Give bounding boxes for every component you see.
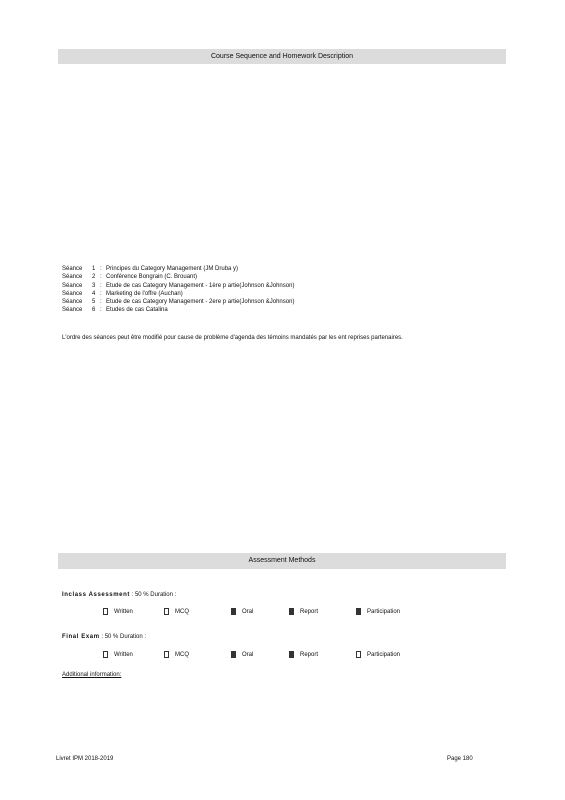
checkbox-icon[interactable] [164,608,169,615]
final-exam-label: Final Exam [62,634,100,640]
session-row [62,265,294,273]
session-number: 6 [92,307,96,314]
option-oral[interactable] [231,651,253,658]
session-row [62,290,294,298]
checkbox-icon[interactable] [356,651,361,658]
session-title: Etude de cas Category Management - 2ere p artie(Johnson &Johnson) [106,299,295,306]
inclass-assessment-label: Inclass Assessment [62,592,130,598]
session-row [62,282,294,290]
footer-booklet-title: Livret IPM 2018-2019 [56,756,114,762]
session-colon: : [100,266,102,272]
option-label: Participation [367,651,401,658]
option-report[interactable] [289,608,318,615]
checkbox-icon[interactable] [231,608,236,615]
inclass-assessment-heading [62,592,176,598]
option-participation[interactable] [356,608,400,615]
option-oral[interactable] [231,608,253,615]
option-label: Report [300,651,319,658]
final-options [0,651,565,661]
option-label: Report [300,608,319,615]
session-colon: : [100,282,102,289]
option-label: Participation [367,608,401,615]
option-label: Written [114,608,133,615]
option-participation[interactable] [356,651,400,658]
checkbox-icon[interactable] [164,651,169,658]
checkbox-icon[interactable] [231,651,236,658]
option-label: MCQ [175,651,189,658]
session-row [62,298,294,306]
option-mcq[interactable] [164,608,189,615]
session-number: 3 [92,282,96,289]
session-label: Séance [62,290,83,297]
session-number: 2 [92,274,96,281]
session-colon: : [100,274,102,281]
session-label: Séance [62,274,83,281]
session-title: Etude de cas Category Management - 1ère p artie(Johnson &Johnson) [106,282,295,289]
session-colon: : [100,307,102,314]
inclass-assessment-detail: : 50 % Duration : [131,592,177,598]
session-title: Etudes de cas Catalina [106,307,168,314]
session-label: Séance [62,307,83,314]
session-label: Séance [62,282,83,289]
session-title: Principes du Category Management (JM Druba y) [106,266,239,272]
final-exam-heading [62,634,146,640]
session-number: 5 [92,299,96,306]
footer-page-number: Page 180 [447,756,473,762]
assessment-methods-header: Assessment Methods [58,553,506,569]
course-sequence-header: Course Sequence and Homework Description [58,49,506,64]
schedule-note: L'ordre des séances peut être modifié pour cause de problème d'agenda des témoins mandatés par les ent reprises partenaires. [62,335,403,341]
session-title: Conférence Bongrain (C. Brouant) [106,274,198,281]
session-label: Séance [62,266,83,272]
option-mcq[interactable] [164,651,189,658]
option-label: MCQ [175,608,189,615]
checkbox-icon[interactable] [289,651,294,658]
checkbox-icon[interactable] [289,608,294,615]
checkbox-icon[interactable] [103,651,108,658]
session-number: 1 [92,266,96,272]
option-report[interactable] [289,651,318,658]
option-label: Oral [242,608,254,615]
session-row [62,273,294,281]
final-exam-detail: : 50 % Duration : [101,634,147,640]
session-number: 4 [92,290,96,297]
session-colon: : [100,290,102,297]
additional-information-label: Additional information: [62,672,122,678]
option-written[interactable] [103,608,133,615]
inclass-options [0,608,565,618]
session-label: Séance [62,299,83,306]
checkbox-icon[interactable] [103,608,108,615]
option-written[interactable] [103,651,133,658]
session-title: Marketing de l'offre (Auchan) [106,290,183,297]
session-list [62,265,294,315]
session-row [62,306,294,314]
session-colon: : [100,299,102,306]
option-label: Written [114,651,133,658]
checkbox-icon[interactable] [356,608,361,615]
option-label: Oral [242,651,254,658]
